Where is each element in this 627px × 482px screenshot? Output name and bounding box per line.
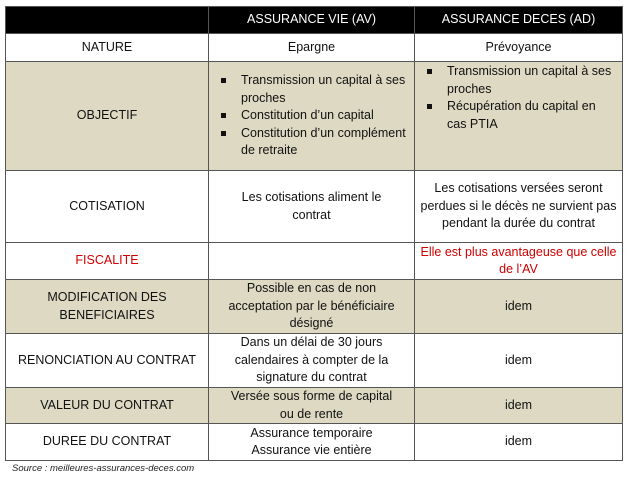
header-row (6, 7, 623, 34)
list-item: Transmission un capital à ses proches (447, 63, 618, 98)
cell-av: Epargne (209, 34, 415, 62)
cell-av: Dans un délai de 30 jours calendaires à compter de la signature du contrat (209, 334, 415, 388)
header-assurance-vie: ASSURANCE VIE (AV) (209, 7, 415, 34)
header-corner (6, 7, 209, 34)
row-modification (6, 280, 623, 334)
cell-ad (415, 62, 623, 171)
list-item: Constitution d’un capital (241, 107, 410, 125)
row-label (6, 280, 209, 334)
row-cotisation (6, 171, 623, 243)
row-label: OBJECTIF (6, 62, 209, 171)
cell-av: Versée sous forme de capital ou de rente (209, 388, 415, 424)
source-caption: Source : meilleures-assurances-deces.com (12, 463, 195, 474)
list-item: Transmission un capital à ses proches (241, 72, 410, 107)
cell-ad: idem (415, 334, 623, 388)
row-label: FISCALITE (6, 243, 209, 280)
cell-av (209, 243, 415, 280)
row-label-line: BENEFICIAIRES (59, 307, 155, 322)
cell-ad: idem (415, 280, 623, 334)
row-valeur (6, 388, 623, 424)
row-label: NATURE (6, 34, 209, 62)
row-objectif (6, 62, 623, 171)
cell-ad: Les cotisations versées seront perdues si le décès ne survient pas pendant la durée du contrat (415, 171, 623, 243)
list-item: Récupération du capital en cas PTIA (447, 98, 618, 133)
cell-av (209, 424, 415, 461)
row-label-line: MODIFICATION DES (47, 290, 167, 304)
header-assurance-deces: ASSURANCE DECES (AD) (415, 7, 623, 34)
row-label: DUREE DU CONTRAT (6, 424, 209, 461)
cell-ad: idem (415, 388, 623, 424)
row-fiscalite (6, 243, 623, 280)
cell-line: Assurance temporaire (250, 425, 373, 440)
cell-av (209, 62, 415, 171)
bullet-list (419, 63, 618, 133)
cell-line: Assurance vie entière (251, 443, 372, 457)
row-label: RENONCIATION AU CONTRAT (6, 334, 209, 388)
cell-av: Les cotisations aliment le contrat (209, 171, 415, 243)
comparison-table (5, 6, 623, 461)
cell-ad: idem (415, 424, 623, 461)
bullet-list (213, 72, 410, 160)
row-nature (6, 34, 623, 62)
cell-ad: Prévoyance (415, 34, 623, 62)
row-label: VALEUR DU CONTRAT (6, 388, 209, 424)
row-duree (6, 424, 623, 461)
row-label: COTISATION (6, 171, 209, 243)
list-item: Constitution d’un complément de retraite (241, 125, 410, 160)
row-renonciation (6, 334, 623, 388)
cell-ad: Elle est plus avantageuse que celle de l’AV (415, 243, 623, 280)
cell-av: Possible en cas de non acceptation par le bénéficiaire désigné (209, 280, 415, 334)
